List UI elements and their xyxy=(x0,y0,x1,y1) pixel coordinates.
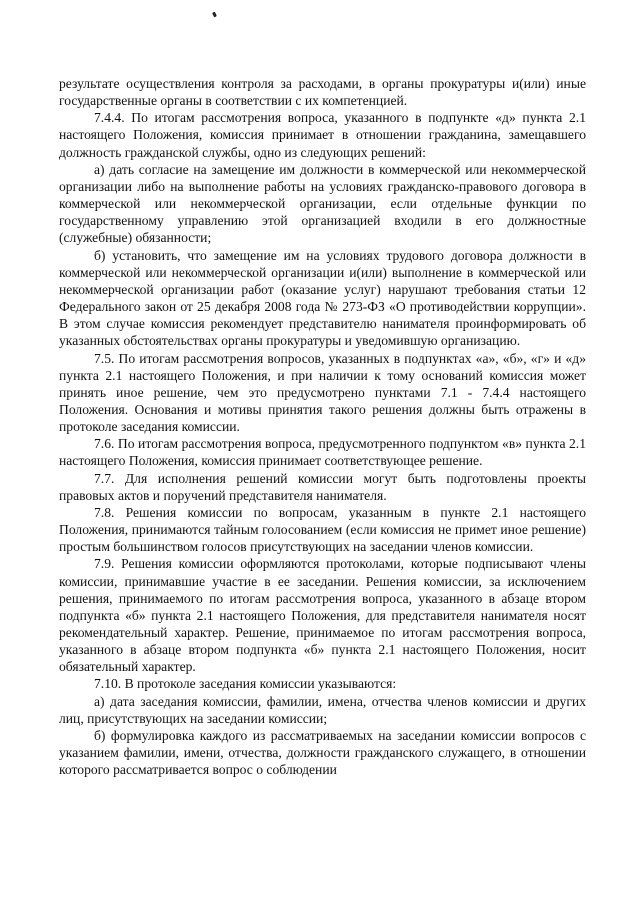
paragraph-7-10: 7.10. В протоколе заседания комиссии указываются: xyxy=(94,676,397,692)
paragraph-7-7: 7.7. Для исполнения решений комиссии могут быть подготовлены проекты правовых актов и поручений представителя нанимателя. xyxy=(59,470,586,503)
paragraph-7-6: 7.6. По итогам рассмотрения вопроса, предусмотренного подпунктом «в» пункта 2.1 настоящего Положения, комиссия принимает соответствующее решение. xyxy=(59,436,586,469)
paragraph-7-4-4-b: б) установить, что замещение им на условиях трудового договора должности в коммерческой или некоммерческой организации и(или) выполнение в коммерческой или некоммерческой организации работ (оказание услуг) нарушают требования статьи 12 Федерального закон от 25 декабря 2008 года № 273-ФЗ «О противодействии коррупции». В этом случае комиссия рекомендует представителю нанимателя проинформировать об указанных обстоятельствах органы прокуратуры и уведомившую организацию. xyxy=(59,247,586,349)
document-body xyxy=(59,75,586,778)
paragraph-continuation: результате осуществления контроля за расходами, в органы прокуратуры и(или) иные государственные органы в соответствии с их компетенцией. xyxy=(59,76,586,109)
paragraph-7-9: 7.9. Решения комиссии оформляются протоколами, которые подписывают члены комиссии, принимавшие участие в ее заседании. Решения комиссии, за исключением решения, принимаемого по итогам рассмотрения вопроса, указанного в абзаце втором подпункта «б» пункта 2.1 настоящего Положения, для представителя нанимателя носят рекомендательный характер. Решение, принимаемое по итогам рассмотрения вопроса, указанного в абзаце втором подпункта «б» пункта 2.1 настоящего Положения, носит обязательный характер. xyxy=(59,556,586,675)
paragraph-7-4-4: 7.4.4. По итогам рассмотрения вопроса, указанного в подпункте «д» пункта 2.1 настоящего Положения, комиссия принимает в отношении гражданина, замещавшего должность гражданской службы, одно из следующих решений: xyxy=(59,110,586,160)
paragraph-7-5: 7.5. По итогам рассмотрения вопросов, указанных в подпунктах «а», «б», «г» и «д» пункта 2.1 настоящего Положения, и при наличии к тому оснований комиссия может принять иное решение, чем это предусмотрено пунктами 7.1 - 7.4.4 настоящего Положения. Основания и мотивы принятия такого решения должны быть отражены в протоколе заседания комиссии. xyxy=(59,350,586,435)
paragraph-7-10-a: а) дата заседания комиссии, фамилии, имена, отчества членов комиссии и других лиц, присутствующих на заседании комиссии; xyxy=(59,693,586,726)
scan-speck-mark xyxy=(212,12,217,18)
paragraph-7-4-4-a: а) дать согласие на замещение им должности в коммерческой или некоммерческой организации либо на выполнение работы на условиях гражданско-правового договора в коммерческой или некоммерческой организации, если отдельные функции по государственному управлению этой организацией входили в его должностные (служебные) обязанности; xyxy=(59,161,586,246)
paragraph-7-8: 7.8. Решения комиссии по вопросам, указанным в пункте 2.1 настоящего Положения, принимаются тайным голосованием (если комиссия не примет иное решение) простым большинством голосов присутствующих на заседании членов комиссии. xyxy=(59,504,586,555)
paragraph-7-10-b: б) формулировка каждого из рассматриваемых на заседании комиссии вопросов с указанием фамилии, имени, отчества, должности гражданского служащего, в отношении которого рассматривается вопрос о соблюдении xyxy=(59,727,586,778)
